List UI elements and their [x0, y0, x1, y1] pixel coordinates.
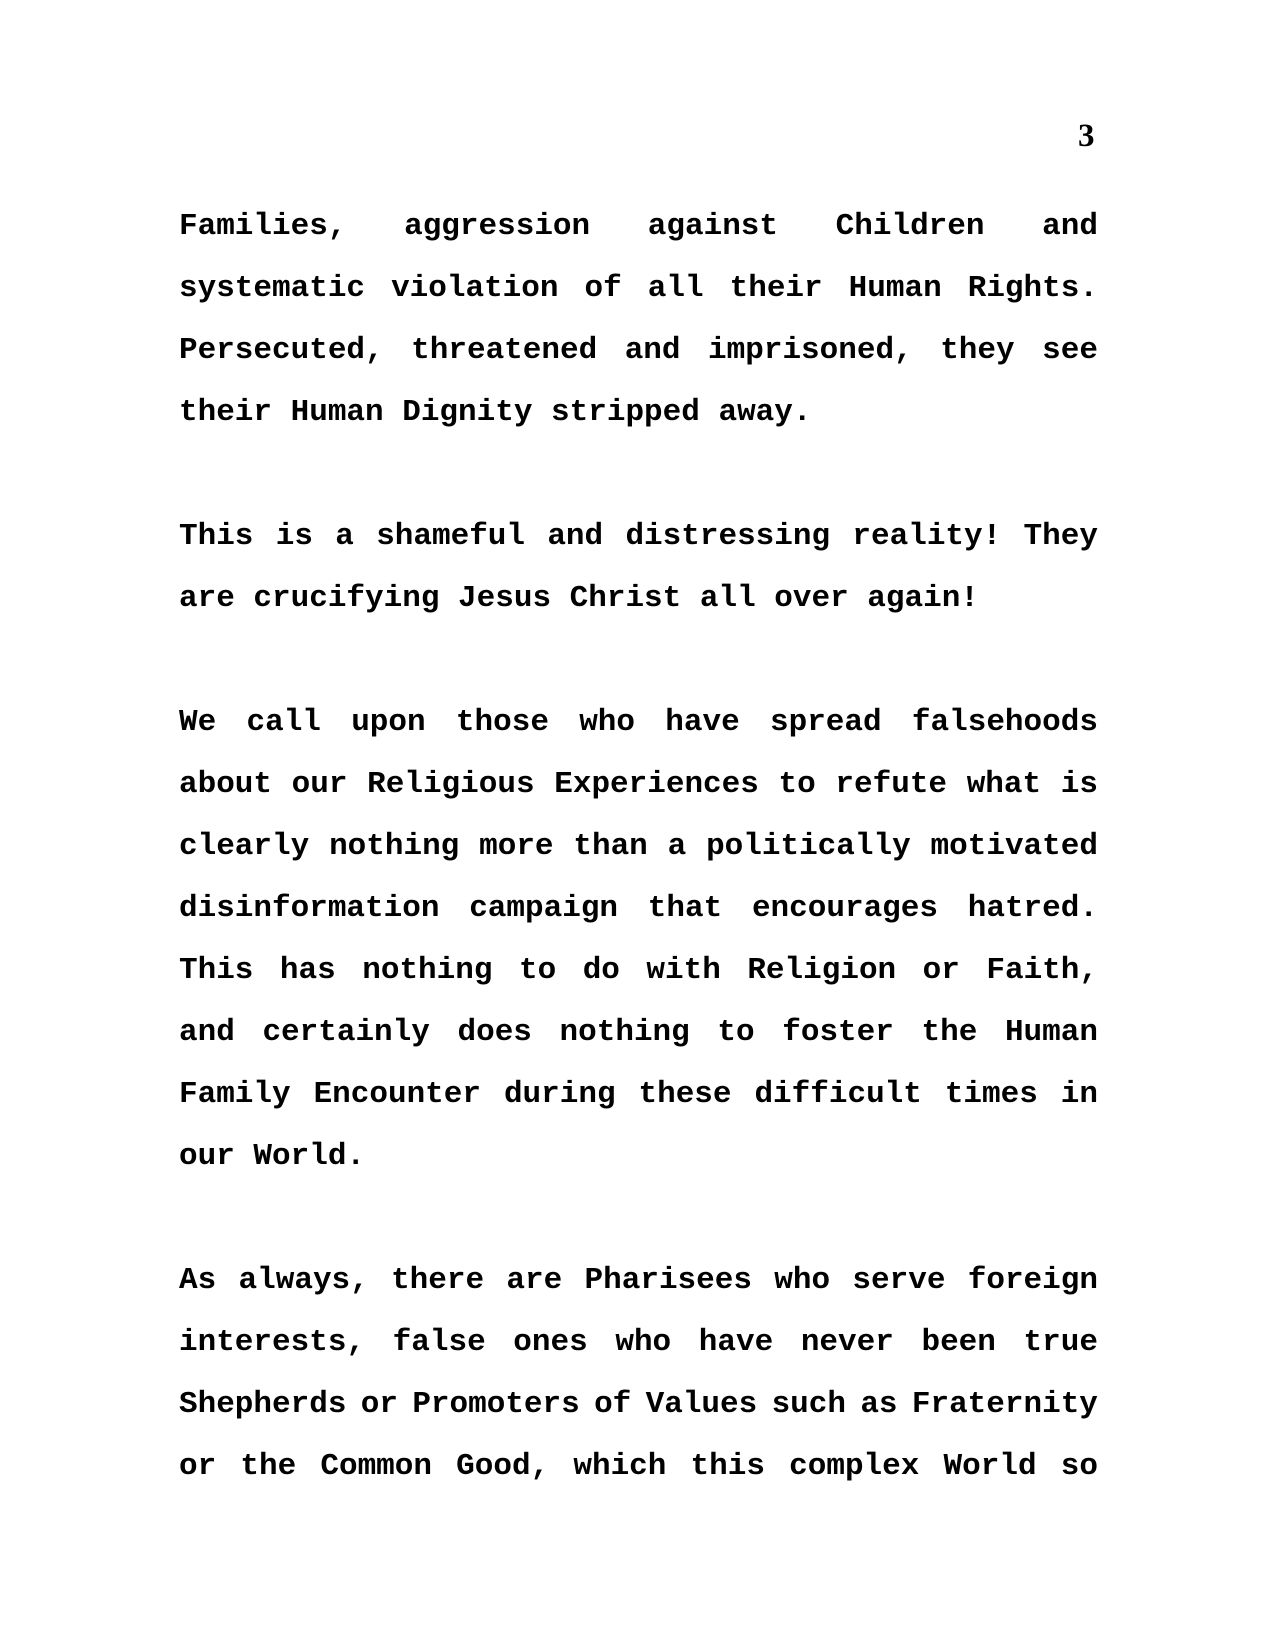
text-line: Families, aggression against Children and: [179, 209, 1098, 244]
text-line: Persecuted, threatened and imprisoned, they see: [179, 333, 1098, 368]
text-line: systematic violation of all their Human Rights.: [179, 271, 1098, 306]
text-line: their Human Dignity stripped away.: [179, 395, 812, 430]
text-line: Shepherds or Promoters of Values such as Fraternity: [179, 1387, 1098, 1422]
text-line: Family Encounter during these difficult times in: [179, 1077, 1098, 1112]
text-line: interests, false ones who have never been true: [179, 1325, 1098, 1360]
page-number: 3: [1078, 118, 1095, 154]
text-line: As always, there are Pharisees who serve foreign: [179, 1263, 1098, 1298]
text-line: clearly nothing more than a politically motivated: [179, 829, 1098, 864]
text-line: We call upon those who have spread falsehoods: [179, 705, 1098, 740]
text-line: about our Religious Experiences to refute what is: [179, 767, 1098, 802]
text-line: This has nothing to do with Religion or Faith,: [179, 953, 1098, 988]
text-line: and certainly does nothing to foster the Human: [179, 1015, 1098, 1050]
text-line: or the Common Good, which this complex World so: [179, 1449, 1098, 1484]
text-line: our World.: [179, 1139, 366, 1174]
text-line: are crucifying Jesus Christ all over again!: [179, 581, 979, 616]
text-line: This is a shameful and distressing reality! They: [179, 519, 1098, 554]
text-line: disinformation campaign that encourages hatred.: [179, 891, 1098, 926]
